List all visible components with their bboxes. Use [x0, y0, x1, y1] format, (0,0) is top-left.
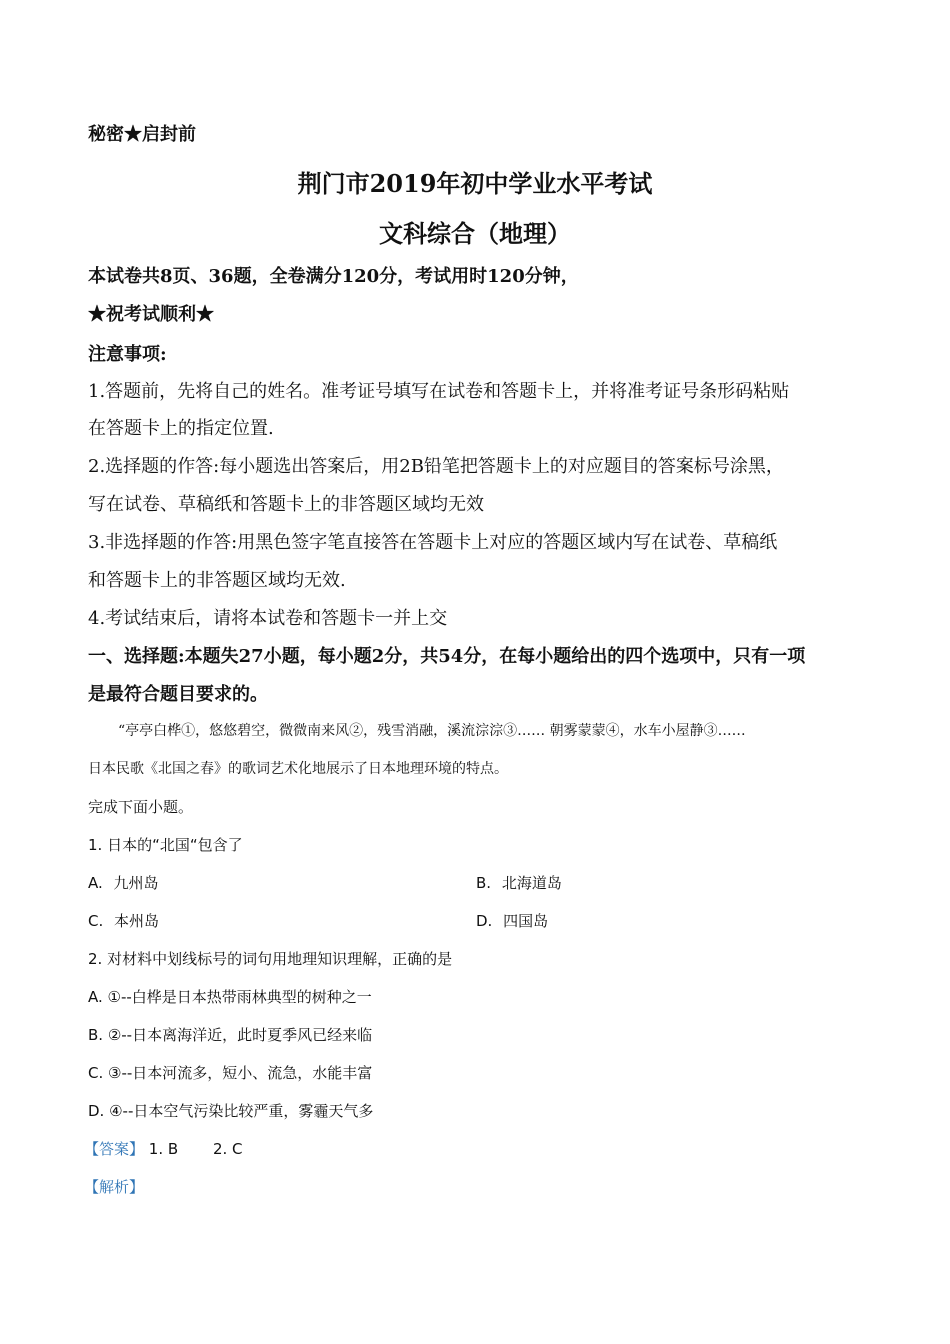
note-line: 和答题卡上的非答题区域均无效.	[88, 570, 346, 591]
exam-title: 荆门市2019年初中学业水平考试	[297, 169, 653, 198]
option-text: 四国岛	[503, 912, 549, 930]
answer-1: 1. B	[148, 1140, 179, 1158]
secret-label: 秘密★启封前	[88, 124, 196, 145]
answer-line	[84, 1138, 243, 1159]
option-c	[88, 910, 159, 931]
notice-heading: 注意事项:	[88, 344, 167, 365]
option-b	[476, 872, 562, 893]
option-letter: D.	[476, 912, 493, 930]
option-text: 本州岛	[114, 912, 160, 930]
question-stem: 2. 对材料中划线标号的词句用地理知识理解，正确的是	[88, 950, 453, 968]
note-line: 4.考试结束后，请将本试卷和答题卡一并上交	[88, 608, 448, 629]
note-line: 2.选择题的作答:每小题选出答案后，用2B铅笔把答题卡上的对应题目的答案标号涂黑，	[88, 456, 784, 477]
note-line: 写在试卷、草稿纸和答题卡上的非答题区域均无效	[88, 494, 484, 515]
analysis-label: 【解析】	[84, 1178, 145, 1196]
answer-2: 2. C	[212, 1140, 243, 1158]
option-d: D. ④--日本空气污染比较严重，雾霾天气多	[88, 1102, 374, 1120]
exam-subtitle: 文科综合（地理）	[379, 219, 571, 248]
option-letter: C.	[88, 912, 104, 930]
option-b: B. ②--日本离海洋近，此时夏季风已经来临	[88, 1026, 373, 1044]
note-line: 在答题卡上的指定位置.	[88, 418, 274, 439]
option-text: 九州岛	[113, 874, 159, 892]
section-heading-cont: 是最符合题目要求的。	[88, 684, 268, 705]
option-a	[88, 872, 159, 893]
section-heading: 一、选择题:本题失27小题，每小题2分，共54分，在每小题给出的四个选项中，只有一项	[88, 646, 806, 667]
good-luck-line: ★祝考试顺利★	[88, 304, 214, 325]
material-text: 日本民歌《北国之春》的歌词艺术化地展示了日本地理环境的特点。	[88, 761, 508, 777]
option-text: 北海道岛	[501, 874, 562, 892]
answer-label: 【答案】	[84, 1140, 145, 1158]
question-stem: 1. 日本的“北国“包含了	[88, 836, 243, 854]
option-c: C. ③--日本河流多，短小、流急，水能丰富	[88, 1064, 373, 1082]
instruction-text: 完成下面小题。	[88, 798, 194, 816]
option-a: A. ①--白桦是日本热带雨林典型的树种之一	[88, 988, 372, 1006]
note-line: 3.非选择题的作答:用黑色签字笔直接答在答题卡上对应的答题区域内写在试卷、草稿纸	[88, 532, 778, 553]
option-letter: A.	[88, 874, 103, 892]
option-d	[476, 910, 548, 931]
material-text: “亭亭白桦①，悠悠碧空，微微南来风②，残雪消融，溪流淙淙③…… 朝雾蒙蒙④，水车小屋静③……	[118, 723, 746, 739]
exam-info: 本试卷共8页、36题，全卷满分120分，考试用时120分钟，	[88, 266, 579, 287]
option-letter: B.	[476, 874, 492, 892]
note-line: 1.答题前，先将自己的姓名。准考证号填写在试卷和答题卡上，并将准考证号条形码粘贴	[88, 381, 790, 402]
